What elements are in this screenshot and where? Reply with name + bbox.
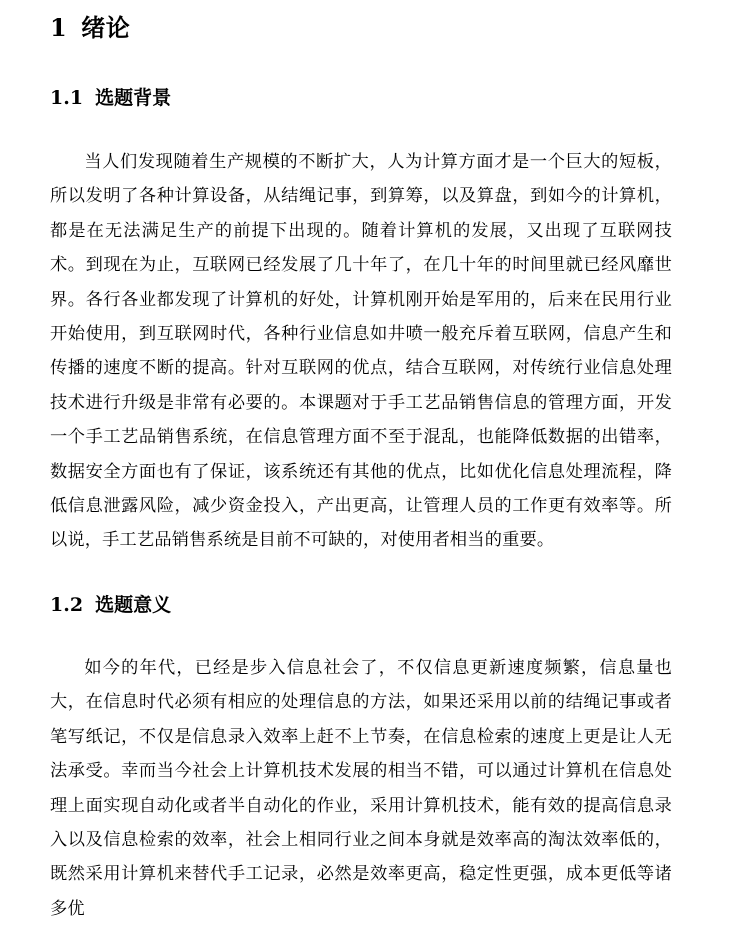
section-paragraph-significance: 如今的年代，已经是步入信息社会了，不仅信息更新速度频繁，信息量也大，在信息时代必须有相应的处理信息的方法，如果还采用以前的结绳记事或者笔写纸记，不仅是信息录入效率上赶不上节奏，在信息检索的速度上更是让人无法承受。幸而当今社会上计算机技术发展的相当不错，可以通过计算机在信息处理上面实现自动化或者半自动化的作业，采用计算机技术，能有效的提高信息录入以及信息检索的效率，社会上相同行业之间本身就是效率高的淘汰效率低的，既然采用计算机来替代手工记录，必然是效率更高，稳定性更强，成本更低等诸多优: [50, 658, 672, 919]
chapter-title-text: 绪论: [81, 13, 131, 42]
section-paragraph-background: 当人们发现随着生产规模的不断扩大，人为计算方面才是一个巨大的短板，所以发明了各种计算设备，从结绳记事，到算筹，以及算盘，到如今的计算机，都是在无法满足生产的前提下出现的。随着计算机的发展，又出现了互联网技术。到现在为止，互联网已经发展了几十年了，在几十年的时间里就已经风靡世界。各行各业都发现了计算机的好处，计算机刚开始是军用的，后来在民用行业开始使用，到互联网时代，各种行业信息如井喷一般充斥着互联网，信息产生和传播的速度不断的提高。针对互联网的优点，结合互联网，对传统行业信息处理技术进行升级是非常有必要的。本课题对于手工艺品销售信息的管理方面，开发一个手工艺品销售系统，在信息管理方面不至于混乱，也能降低数据的出错率，数据安全方面也有了保证，该系统还有其他的优点，比如优化信息处理流程，降低信息泄露风险，减少资金投入，产出更高，让管理人员的工作更有效率等。所以说，手工艺品销售系统是目前不可缺的，对使用者相当的重要。: [50, 152, 672, 551]
section-heading-significance: [50, 591, 171, 619]
section-number: 1.1: [50, 87, 84, 109]
chapter-title: [50, 10, 130, 46]
section-number: 1.2: [50, 594, 84, 616]
section-title-text: 选题意义: [95, 594, 172, 616]
section-title-text: 选题背景: [95, 87, 172, 109]
section-heading-background: [50, 84, 171, 112]
chapter-number: 1: [50, 13, 68, 42]
